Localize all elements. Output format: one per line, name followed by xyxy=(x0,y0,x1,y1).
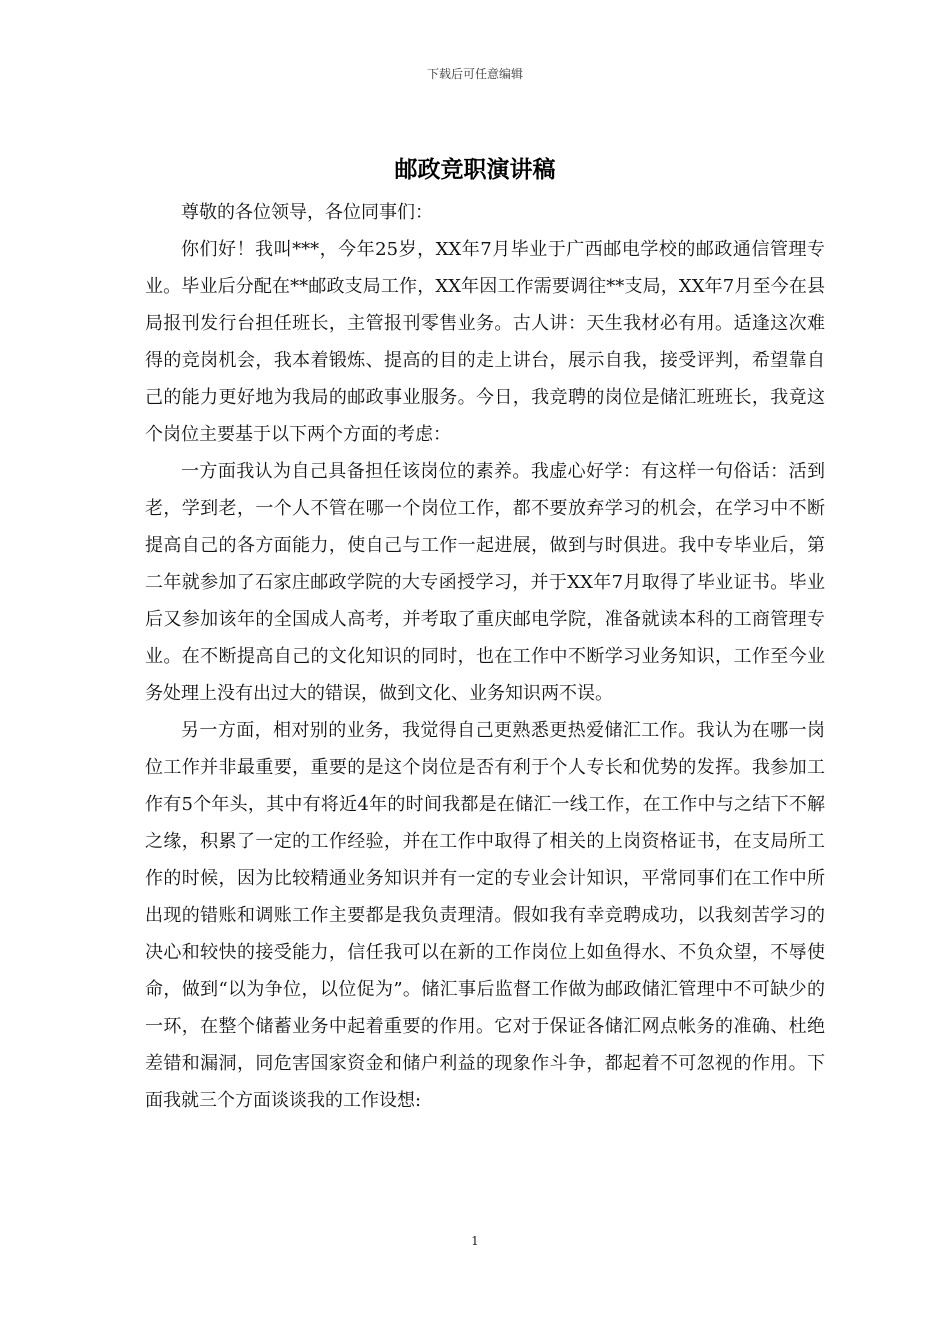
paragraph-second-aspect: 另一方面，相对别的业务，我觉得自己更熟悉更热爱储汇工作。我认为在哪一岗位工作并非最重要，重要的是这个岗位是否有利于个人专长和优势的发挥。我参加工作有5个年头，其中有将近4年的时间我都是在储汇一线工作，在工作中与之结下不解之缘，积累了一定的工作经验，并在工作中取得了相关的上岗资格证书，在支局所工作的时候，因为比较精通业务知识并有一定的专业会计知识，平常同事们在工作中所出现的错账和调账工作主要都是我负责理清。假如我有幸竞聘成功，以我刻苦学习的决心和较快的接受能力，信任我可以在新的工作岗位上如鱼得水、不负众望，不辱使命，做到“以为争位，以位促为”。储汇事后监督工作做为邮政储汇管理中不可缺少的一环，在整个储蓄业务中起着重要的作用。它对于保证各储汇网点帐务的准确、杜绝差错和漏洞，同危害国家资金和储户利益的现象作斗争，都起着不可忽视的作用。下面我就三个方面谈谈我的工作设想: xyxy=(145,720,825,1111)
header-note: 下载后可任意编辑 xyxy=(426,67,523,81)
document-body xyxy=(145,194,825,1119)
paragraph-introduction: 你们好！我叫***，今年25岁，XX年7月毕业于广西邮电学校的邮政通信管理专业。毕业后分配在**邮政支局工作，XX年因工作需要调往**支局，XX年7月至今在县局报刊发行台担任班长，主管报刊零售业务。古人讲：天生我材必有用。适逢这次难得的竞岗机会，我本着锻炼、提高的目的走上讲台，展示自我，接受评判，希望靠自己的能力更好地为我局的邮政事业服务。今日，我竞聘的岗位是储汇班班长，我竟这个岗位主要基于以下两个方面的考虑： xyxy=(145,239,825,445)
document-title: 邮政竞职演讲稿 xyxy=(394,156,556,183)
page-number: 1 xyxy=(471,1234,479,1248)
paragraph-salutation: 尊敬的各位领导，各位同事们： xyxy=(181,202,433,223)
paragraph-first-aspect: 一方面我认为自己具备担任该岗位的素养。我虚心好学：有这样一句俗话：活到老，学到老，一个人不管在哪一个岗位工作，都不要放弃学习的机会，在学习中不断提高自己的各方面能力，使自己与工作一起进展，做到与时俱进。我中专毕业后，第二年就参加了石家庄邮政学院的大专函授学习，并于XX年7月取得了毕业证书。毕业后又参加该年的全国成人高考，并考取了重庆邮电学院，准备就读本科的工商管理专业。在不断提高自己的文化知识的同时，也在工作中不断学习业务知识，工作至今业务处理上没有出过大的错误，做到文化、业务知识两不误。 xyxy=(145,461,825,704)
